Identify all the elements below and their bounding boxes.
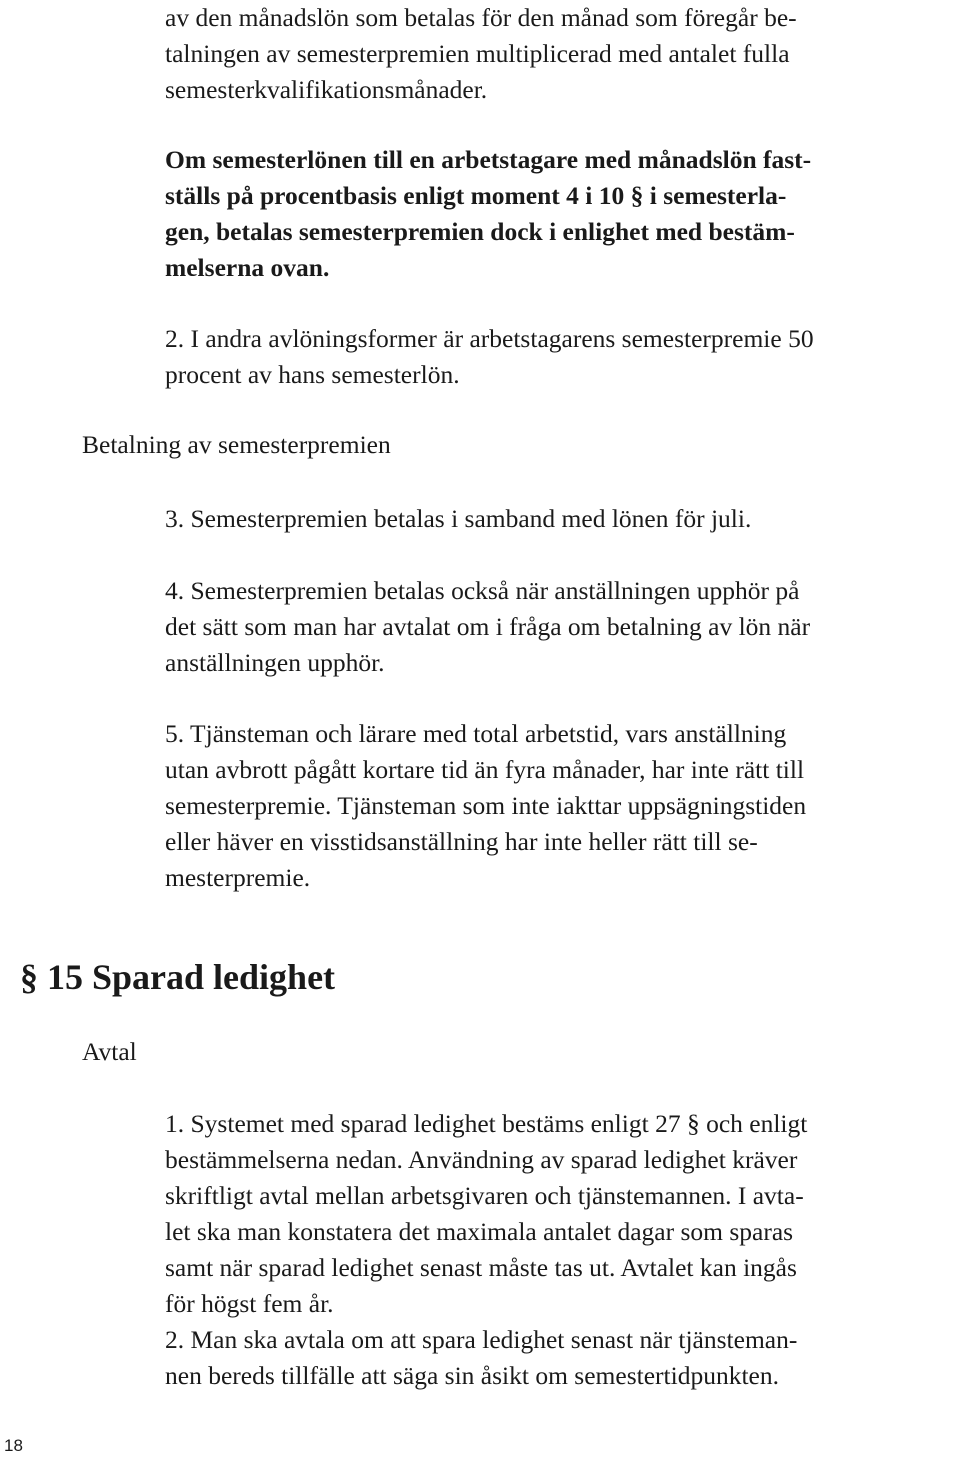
paragraph-section-2 <box>165 1322 955 1394</box>
page-number: 18 <box>4 1436 23 1455</box>
text-line: för högst fem år. <box>165 1289 334 1318</box>
text-line: 1. Systemet med sparad ledighet bestäms enligt 27 § och enligt <box>165 1109 808 1138</box>
paragraph-4 <box>165 573 955 681</box>
paragraph-2 <box>165 321 955 393</box>
text-line: av den månadslön som betalas för den månad som föregår be- <box>165 3 797 32</box>
paragraph-continuation <box>165 0 955 108</box>
text-line: utan avbrott pågått kortare tid än fyra månader, har inte rätt till <box>165 755 805 784</box>
text-line: semesterkvalifikationsmånader. <box>165 75 488 104</box>
paragraph-5 <box>165 716 955 896</box>
paragraph-section-1 <box>165 1106 955 1322</box>
text-line: semesterpremie. Tjänsteman som inte iakttar uppsägningstiden <box>165 791 807 820</box>
text-line: 5. Tjänsteman och lärare med total arbetstid, vars anställning <box>165 719 787 748</box>
text-line: ställs på procentbasis enligt moment 4 i 10 § i semesterla- <box>165 181 787 210</box>
text-line: det sätt som man har avtalat om i fråga om betalning av lön när <box>165 612 811 641</box>
text-line: eller häver en visstidsanställning har inte heller rätt till se- <box>165 827 758 856</box>
text-line: bestämmelserna nedan. Användning av sparad ledighet kräver <box>165 1145 798 1174</box>
text-line: 2. I andra avlöningsformer är arbetstagarens semesterpremie 50 <box>165 324 814 353</box>
subheading-agreement: Avtal <box>82 1037 137 1066</box>
text-line: mesterpremie. <box>165 863 311 892</box>
text-line: melserna ovan. <box>165 253 330 282</box>
text-line: gen, betalas semesterpremien dock i enlighet med bestäm- <box>165 217 795 246</box>
text-line: 3. Semesterpremien betalas i samband med lönen för juli. <box>165 504 752 533</box>
text-line: 4. Semesterpremien betalas också när anställningen upphör på <box>165 576 800 605</box>
text-line: samt när sparad ledighet senast måste tas ut. Avtalet kan ingås <box>165 1253 797 1282</box>
text-line: 2. Man ska avtala om att spara ledighet senast när tjänsteman- <box>165 1325 798 1354</box>
text-line: talningen av semesterpremien multiplicerad med antalet fulla <box>165 39 790 68</box>
subheading-payment: Betalning av semesterpremien <box>82 430 391 459</box>
text-line: let ska man konstatera det maximala antalet dagar som sparas <box>165 1217 794 1246</box>
text-line: Om semesterlönen till en arbetstagare med månadslön fast- <box>165 145 812 174</box>
text-line: skriftligt avtal mellan arbetsgivaren och tjänstemannen. I avta- <box>165 1181 804 1210</box>
paragraph-bold-note <box>165 142 955 286</box>
section-heading: § 15 Sparad ledighet <box>20 957 336 997</box>
text-line: anställningen upphör. <box>165 648 385 677</box>
paragraph-3 <box>165 501 955 537</box>
text-line: procent av hans semesterlön. <box>165 360 460 389</box>
text-line: nen bereds tillfälle att säga sin åsikt om semestertidpunkten. <box>165 1361 779 1390</box>
